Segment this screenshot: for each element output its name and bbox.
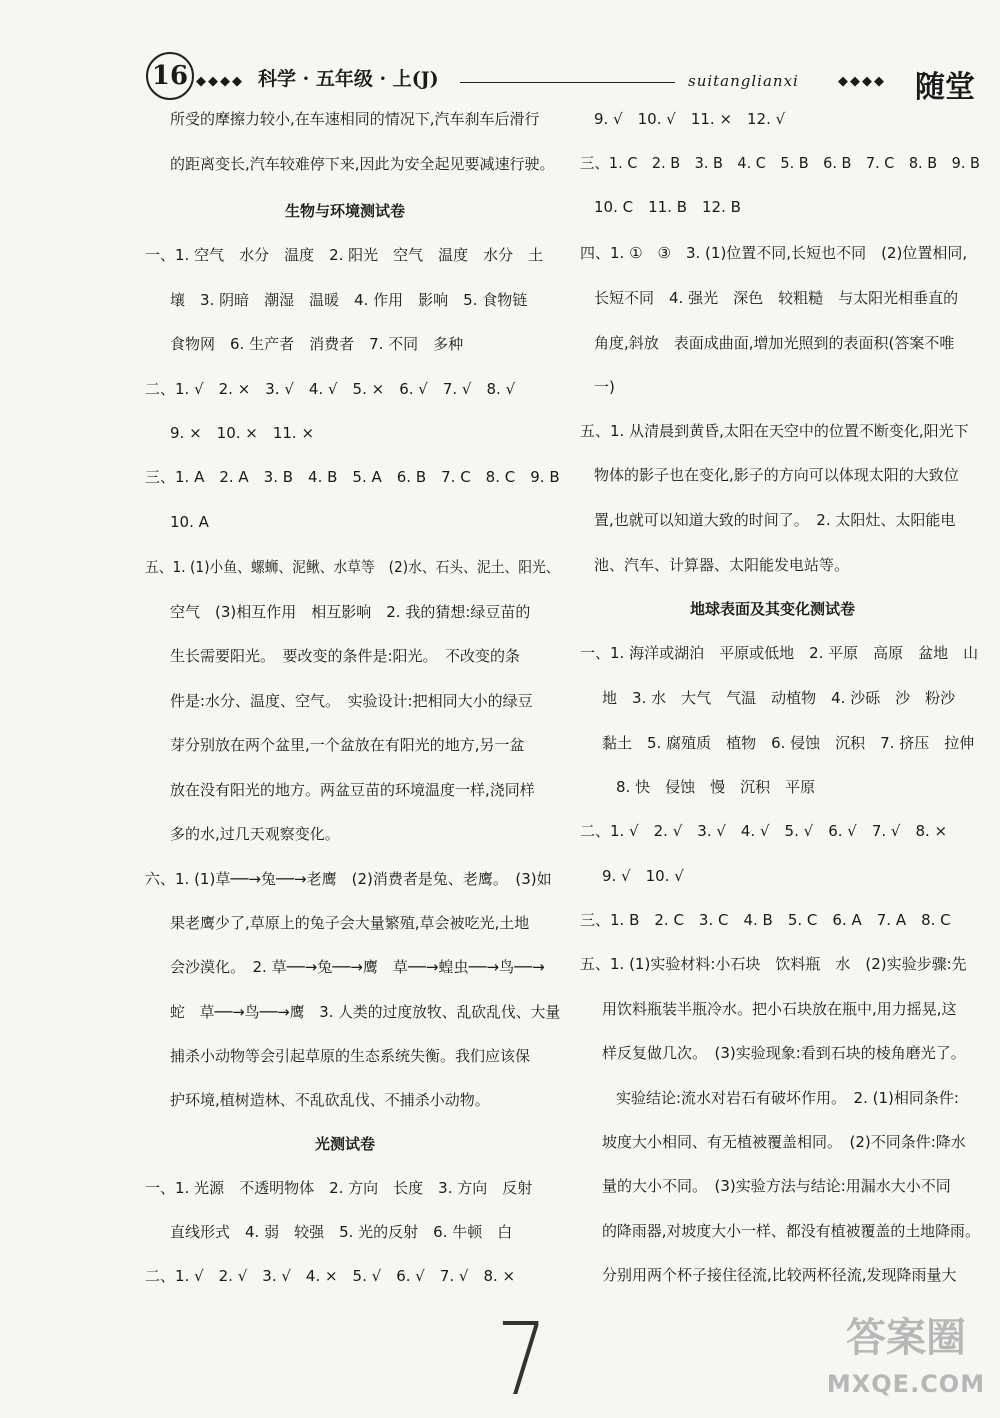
header-rule [460, 82, 675, 83]
answer-line: 食物网 6. 生产者 消费者 7. 不同 多种 [170, 335, 464, 353]
answer-line: 9. × 10. × 11. × [170, 424, 315, 442]
watermark-text: 答案圈 [846, 1315, 966, 1361]
answer-line: 直线形式 4. 弱 较强 5. 光的反射 6. 牛顿 白 [170, 1223, 513, 1241]
answer-line: 所受的摩擦力较小,在车速相同的情况下,汽车刹车后滑行 [170, 110, 540, 128]
answer-line: 样反复做几次。 (3)实验现象:看到石块的棱角磨光了。 [602, 1044, 966, 1062]
section-title: 生物与环境测试卷 [285, 202, 406, 220]
answer-line: 用饮料瓶装半瓶冷水。把小石块放在瓶中,用力摇晃,这 [602, 1000, 957, 1018]
answer-line: 二、1. √ 2. × 3. √ 4. √ 5. × 6. √ 7. √ 8. √ [145, 380, 516, 398]
answer-line: 地 3. 水 大气 气温 动植物 4. 沙砾 沙 粉沙 [602, 689, 956, 707]
answer-line: 角度,斜放 表面成曲面,增加光照到的表面积(答案不唯 [594, 334, 955, 352]
answer-line: 三、1. C 2. B 3. B 4. C 5. B 6. B 7. C 8. B 9. B [580, 154, 980, 172]
answer-line: 池、汽车、计算器、太阳能发电站等。 [594, 556, 850, 574]
section-title: 地球表面及其变化测试卷 [690, 600, 856, 618]
answer-line: 二、1. √ 2. √ 3. √ 4. × 5. √ 6. √ 7. √ 8. × [145, 1267, 516, 1285]
answer-line: 物体的影子也在变化,影子的方向可以体现太阳的大致位 [594, 466, 959, 484]
answer-line: 的距离变长,汽车较难停下来,因此为安全起见要减速行驶。 [170, 155, 555, 173]
answer-line: 捕杀小动物等会引起草原的生态系统失衡。我们应该保 [170, 1047, 531, 1065]
answer-line: 一) [594, 378, 615, 396]
section-title: 光测试卷 [315, 1135, 376, 1153]
answer-line: 五、1. 从清晨到黄昏,太阳在天空中的位置不断变化,阳光下 [580, 422, 969, 440]
answer-line: 二、1. √ 2. √ 3. √ 4. √ 5. √ 6. √ 7. √ 8. × [580, 822, 948, 840]
answer-line: 护环境,植树造林、不乱砍乱伐、不捕杀小动物。 [170, 1091, 490, 1109]
answer-line: 长短不同 4. 强光 深色 较粗糙 与太阳光相垂直的 [594, 289, 959, 307]
answer-line: 多的水,过几天观察变化。 [170, 825, 340, 843]
page-header [0, 0, 1000, 110]
answer-line: 一、1. 空气 水分 温度 2. 阳光 空气 温度 水分 土 [145, 246, 544, 264]
answer-line: 壤 3. 阴暗 潮湿 温暖 4. 作用 影响 5. 食物链 [170, 291, 528, 309]
answer-line: 六、1. (1)草──→兔──→老鹰 (2)消费者是兔、老鹰。 (3)如 [145, 870, 552, 888]
decorative-diamonds-right: ◆◆◆◆ [838, 74, 886, 89]
answer-line: 一、1. 光源 不透明物体 2. 方向 长度 3. 方向 反射 [145, 1179, 533, 1197]
answer-line: 置,也就可以知道大致的时间了。 2. 太阳灶、太阳能电 [594, 511, 956, 529]
answer-line: 9. √ 10. √ 11. × 12. √ [594, 110, 786, 128]
answer-line: 蛇 草──→鸟──→鹰 3. 人类的过度放牧、乱砍乱伐、大量 [170, 1003, 561, 1021]
answer-line: 黏土 5. 腐殖质 植物 6. 侵蚀 沉积 7. 挤压 拉伸 [602, 734, 975, 752]
answer-line: 空气 (3)相互作用 相互影响 2. 我的猜想:绿豆苗的 [170, 603, 531, 621]
answer-line: 三、1. A 2. A 3. B 4. B 5. A 6. B 7. C 8. C 9. B [145, 468, 560, 486]
decorative-diamonds-left: ◆◆◆◆ [196, 74, 244, 89]
answer-line: 芽分别放在两个盆里,一个盆放在有阳光的地方,另一盆 [170, 736, 525, 754]
answer-line: 果老鹰少了,草原上的兔子会大量繁殖,草会被吃光,土地 [170, 914, 530, 932]
answer-line: 四、1. ① ③ 3. (1)位置不同,长短也不同 (2)位置相同, [580, 244, 968, 262]
answer-line: 三、1. B 2. C 3. C 4. B 5. C 6. A 7. A 8. C [580, 911, 951, 929]
answer-line: 件是:水分、温度、空气。 实验设计:把相同大小的绿豆 [170, 692, 533, 710]
answer-line: 的降雨器,对坡度大小一样、都没有植被覆盖的土地降雨。 [602, 1222, 980, 1240]
series-pinyin: suitanglianxi [688, 72, 799, 90]
answer-line: 放在没有阳光的地方。两盆豆苗的环境温度一样,浇同样 [170, 781, 535, 799]
answer-line: 8. 快 侵蚀 慢 沉积 平原 [616, 778, 816, 796]
answer-line: 9. √ 10. √ [602, 867, 684, 885]
answer-line: 一、1. 海洋或湖泊 平原或低地 2. 平原 高原 盆地 山 [580, 644, 979, 662]
watermark-logo [816, 1315, 996, 1404]
answer-line: 坡度大小相同、有无植被覆盖相同。 (2)不同条件:降水 [602, 1133, 966, 1151]
answer-line: 10. A [170, 513, 209, 531]
answer-line: 量的大小不同。 (3)实验方法与结论:用漏水大小不同 [602, 1177, 951, 1195]
subject-title: 科学 · 五年级 · 上(J) [258, 68, 439, 90]
answer-line: 实验结论:流水对岩石有破坏作用。 2. (1)相同条件: [616, 1089, 959, 1107]
watermark-site: MXQE.COM [826, 1370, 986, 1398]
series-brand: 随堂 [915, 70, 975, 105]
handwritten-page-mark: 7 [496, 1301, 548, 1418]
answer-line: 五、1. (1)小鱼、螺蛳、泥鳅、水草等 (2)水、石头、泥土、阳光、 [145, 558, 560, 576]
answer-line: 分别用两个杯子接住径流,比较两杯径流,发现降雨量大 [602, 1266, 957, 1284]
answer-line: 五、1. (1)实验材料:小石块 饮料瓶 水 (2)实验步骤:先 [580, 955, 967, 973]
page-number: 16 [146, 52, 194, 100]
answer-line: 10. C 11. B 12. B [594, 198, 741, 216]
answer-line: 会沙漠化。 2. 草──→兔──→鹰 草──→蝗虫──→鸟──→ [170, 958, 545, 976]
answer-line: 生长需要阳光。 要改变的条件是:阳光。 不改变的条 [170, 647, 521, 665]
